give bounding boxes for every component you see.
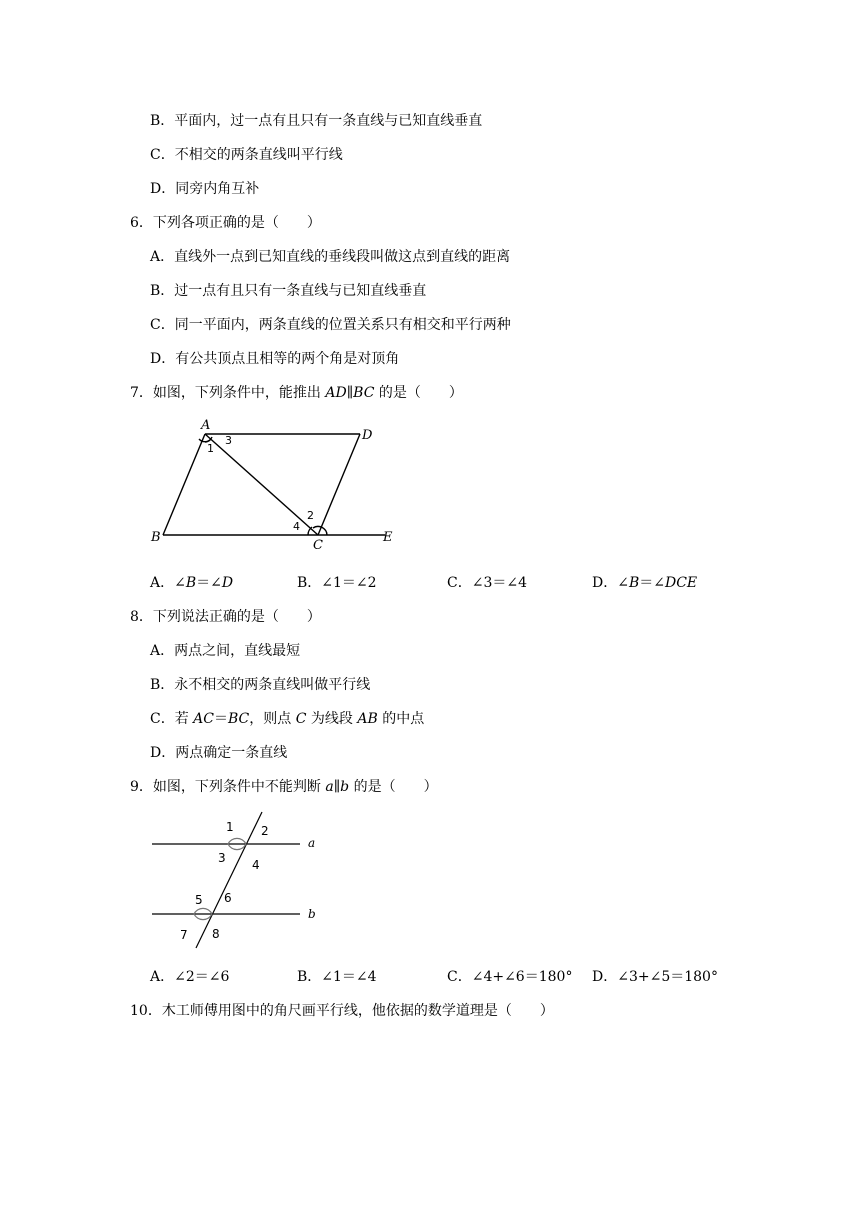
q7-label-C: C [313, 538, 323, 550]
q9-angle-2: 2 [261, 824, 269, 838]
q10-stem: 10．木工师傅用图中的角尺画平行线，他依据的数学道理是（ ） [130, 1003, 554, 1019]
q9-angle-1: 1 [226, 820, 234, 834]
q9-angle-5: 5 [195, 893, 203, 907]
q9-option-b: B．∠1＝∠4 [297, 969, 377, 985]
q9-line-b-label: b [308, 907, 316, 921]
q7-angle-2: 2 [307, 509, 314, 522]
q8-option-a: A．两点之间，直线最短 [150, 643, 301, 659]
q9-option-d: D．∠3+∠5＝180° [592, 969, 718, 985]
q7-label-B: B [151, 530, 161, 545]
q9-option-a: A．∠2＝∠6 [150, 969, 230, 985]
q6-option-a: A．直线外一点到已知直线的垂线段叫做这点到直线的距离 [150, 249, 511, 265]
q7-angle-1: 1 [207, 442, 214, 455]
q9-angle-7: 7 [180, 928, 188, 942]
q7-option-b: B．∠1＝∠2 [297, 575, 377, 591]
q7-figure [145, 415, 405, 550]
q7-angle-3: 3 [225, 434, 232, 447]
q9-angle-3: 3 [218, 851, 226, 865]
q9-figure [150, 810, 325, 952]
q6-option-d: D．有公共顶点且相等的两个角是对顶角 [150, 351, 400, 367]
q7-option-a: A．∠B＝∠D [150, 575, 234, 591]
q5-option-b: B．平面内，过一点有且只有一条直线与已知直线垂直 [150, 113, 483, 129]
q6-option-b: B．过一点有且只有一条直线与已知直线垂直 [150, 283, 427, 299]
q7-option-c: C．∠3＝∠4 [447, 575, 527, 591]
q8-option-d: D．两点确定一条直线 [150, 745, 288, 761]
q9-angle-4: 4 [252, 858, 260, 872]
q8-option-c: C．若 AC＝BC，则点 C 为线段 AB 的中点 [150, 711, 425, 727]
q9-line-a-label: a [308, 836, 316, 850]
q7-label-D: D [362, 428, 373, 443]
q9-angle-6: 6 [224, 891, 232, 905]
q7-stem: 7．如图，下列条件中，能推出 AD∥BC 的是（ ） [130, 385, 463, 401]
q7-label-E: E [383, 530, 393, 545]
q7-option-d: D．∠B＝∠DCE [592, 575, 698, 591]
q5-option-c: C．不相交的两条直线叫平行线 [150, 147, 343, 163]
q7-label-A: A [201, 418, 211, 433]
q9-option-c: C．∠4+∠6＝180° [447, 969, 573, 985]
q9-stem: 9．如图，下列条件中不能判断 a∥b 的是（ ） [130, 779, 438, 795]
q6-option-c: C．同一平面内，两条直线的位置关系只有相交和平行两种 [150, 317, 511, 333]
q7-angle-4: 4 [293, 520, 300, 533]
q5-option-d: D．同旁内角互补 [150, 181, 260, 197]
q8-stem: 8．下列说法正确的是（ ） [130, 609, 321, 625]
q6-stem: 6．下列各项正确的是（ ） [130, 215, 321, 231]
q8-option-b: B．永不相交的两条直线叫做平行线 [150, 677, 371, 693]
q9-angle-8: 8 [212, 927, 220, 941]
